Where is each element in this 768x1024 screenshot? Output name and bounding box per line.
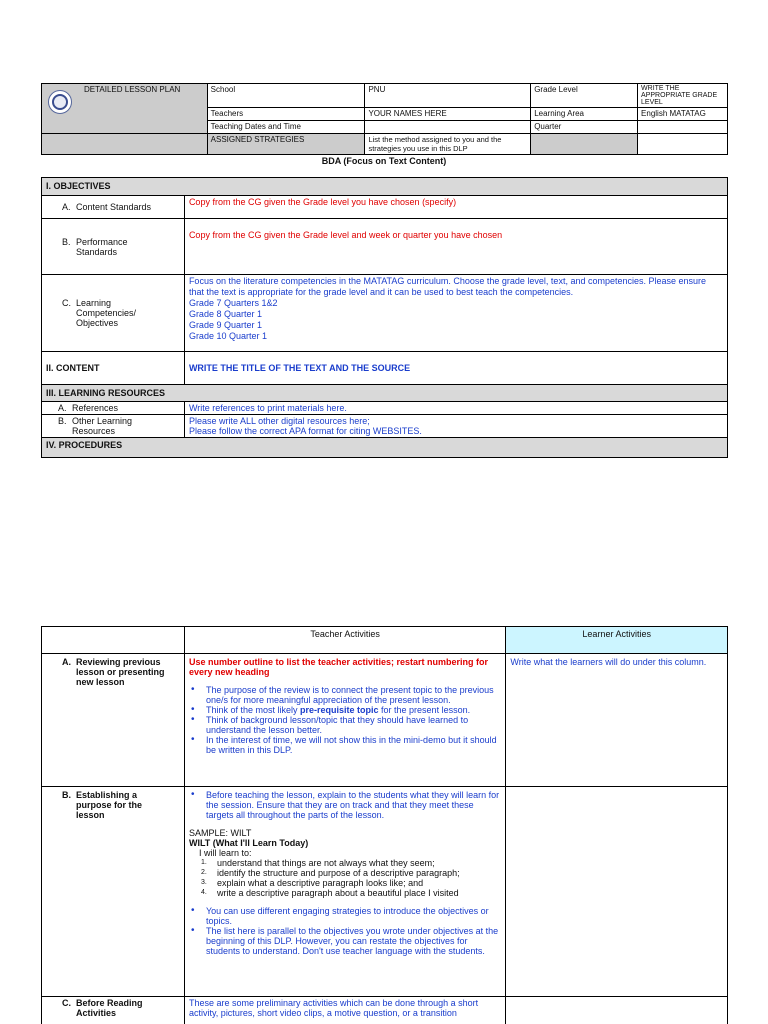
document-title: BDA (Focus on Text Content) [321, 156, 447, 166]
procedures-heading: IV. PROCEDURES [42, 438, 728, 458]
competencies-instruction: Focus on the literature competencies in the MATATAG curriculum. Choose the grade level, text, and competencies. Please ensure that the text is appropriate for the grade level and it can be used to best teach the competencies. [188, 276, 707, 297]
step-b-bullet: • Before teaching the lesson, explain to the students what they will learn for the session. Ensure that they are on track and that they meet these targets all throughout the parts of the lesson. [189, 790, 501, 820]
learner-activities-header: Learner Activities [506, 627, 728, 654]
dlp-cell [42, 84, 208, 134]
learning-competencies-text: Learning Competencies/ Objectives [76, 298, 137, 328]
step-a-bullet: • In the interest of time, we will not show this in the mini-demo but it should be written in this DLP. [189, 735, 501, 755]
step-a-bullet-2-tail: for the present lesson. [378, 705, 471, 715]
wilt-list [199, 858, 501, 898]
references-label [42, 402, 185, 415]
references-num: A. [58, 403, 67, 413]
learning-competencies-num: C. [62, 298, 71, 308]
content-standards-label [42, 196, 185, 219]
step-b-learner-cell[interactable] [506, 787, 728, 997]
step-c-learner-cell[interactable] [506, 997, 728, 1024]
step-a-label [42, 654, 185, 787]
step-b-label [42, 787, 185, 997]
strategies-blank-1 [531, 134, 638, 155]
step-b-bullets-bottom [189, 906, 501, 956]
lesson-plan-table [41, 177, 728, 458]
step-c-text: Before Reading Activities [76, 998, 143, 1018]
step-a-bullet [189, 705, 501, 715]
strategies-label: ASSIGNED STRATEGIES [207, 134, 365, 155]
performance-standards-num: B. [62, 236, 71, 247]
other-resources-text: Other Learning Resources [72, 416, 133, 436]
teachers-label: Teachers [207, 108, 365, 121]
step-a-bullet-2-head: Think of the most likely [205, 705, 301, 715]
grade-8-item: Grade 8 Quarter 1 [188, 309, 262, 319]
quarter-label: Quarter [531, 121, 638, 134]
learning-competencies-label [42, 275, 185, 352]
step-a-text: Reviewing previous lesson or presenting new lesson [76, 657, 165, 687]
wilt-item: 2. identify the structure and purpose of a descriptive paragraph; [200, 868, 460, 878]
strategies-blank-2 [638, 134, 728, 155]
quarter-value[interactable] [638, 121, 728, 134]
objectives-heading: I. OBJECTIVES [42, 178, 728, 196]
proc-corner-cell [42, 627, 185, 654]
header-table [41, 83, 728, 155]
step-a-teacher-cell[interactable] [184, 654, 505, 787]
wilt-item: 3. explain what a descriptive paragraph looks like; and [200, 878, 424, 888]
school-value[interactable]: PNU [365, 84, 531, 108]
step-c-label [42, 997, 185, 1024]
dlp-label: DETAILED LESSON PLAN [84, 85, 181, 94]
learning-area-value[interactable]: English MATATAG [638, 108, 728, 121]
wilt-item: 1. understand that things are not always what they seem; [200, 858, 435, 868]
procedures-table [41, 626, 728, 1024]
step-b-bullets-top [189, 790, 501, 820]
grade-10-item: Grade 10 Quarter 1 [188, 331, 267, 341]
content-standards-text: Content Standards [76, 202, 152, 212]
other-resources-label [42, 415, 185, 438]
strategies-value[interactable]: List the method assigned to you and the strategies you use in this DLP [365, 134, 531, 155]
step-a-learner-cell[interactable]: Write what the learners will do under this column. [506, 654, 728, 787]
other-resources-line-2: Please follow the correct APA format for citing WEBSITES. [188, 426, 422, 436]
step-a-bullet: • Think of background lesson/topic that they should have learned to understand the lesson better. [189, 715, 501, 735]
grade-9-item: Grade 9 Quarter 1 [188, 320, 262, 330]
step-b-bullet: • You can use different engaging strategies to introduce the objectives or topics. [189, 906, 501, 926]
learning-competencies-value[interactable] [184, 275, 727, 352]
teacher-activities-header: Teacher Activities [184, 627, 505, 654]
wilt-item: 4. write a descriptive paragraph about a beautiful place I visited [200, 888, 459, 898]
step-b-text: Establishing a purpose for the lesson [76, 790, 143, 820]
deped-seal-icon [48, 90, 72, 114]
dlp-blank-cell [42, 134, 208, 155]
step-a-bullet-2-bold: pre-requisite topic [300, 705, 379, 715]
references-text: References [72, 403, 119, 413]
content-value[interactable]: WRITE THE TITLE OF THE TEXT AND THE SOURCE [184, 352, 727, 385]
step-b-teacher-cell[interactable] [184, 787, 505, 997]
grade-level-label: Grade Level [531, 84, 638, 108]
performance-standards-text: Performance Standards [76, 236, 128, 257]
step-a-instruction: Use number outline to list the teacher activities; restart numbering for every new heading [188, 657, 489, 677]
step-b-num: B. [62, 790, 71, 800]
other-resources-line-1: Please write ALL other digital resources here; [188, 416, 370, 426]
content-standards-num: A. [62, 202, 71, 212]
references-value[interactable]: Write references to print materials here. [184, 402, 727, 415]
school-label: School [207, 84, 365, 108]
dates-label: Teaching Dates and Time [207, 121, 365, 134]
content-heading: II. CONTENT [42, 352, 185, 385]
resources-heading: III. LEARNING RESOURCES [42, 385, 728, 402]
learning-area-label: Learning Area [531, 108, 638, 121]
step-a-bullets [189, 685, 501, 755]
step-a-bullet: • The purpose of the review is to connect the present topic to the previous one/s for more meaningful appreciation of the present lesson. [189, 685, 501, 705]
grade-level-value[interactable]: WRITE THE APPROPRIATE GRADE LEVEL [638, 84, 728, 108]
will-learn-label: I will learn to: [198, 848, 252, 858]
dates-value[interactable] [365, 121, 531, 134]
grade-7-item: Grade 7 Quarters 1&2 [188, 298, 278, 308]
step-b-bullet: • The list here is parallel to the objectives you wrote under objectives at the beginning of this DLP. However, you can restate the objectives for students to understand. Don't use teacher language with the students. [189, 926, 501, 956]
teachers-value[interactable]: YOUR NAMES HERE [365, 108, 531, 121]
other-resources-value[interactable] [184, 415, 727, 438]
step-c-teacher-cell[interactable]: These are some preliminary activities which can be done through a short activity, pictures, short video clips, a motive question, or a transition [184, 997, 505, 1024]
other-resources-num: B. [58, 416, 67, 426]
content-standards-value[interactable]: Copy from the CG given the Grade level you have chosen (specify) [184, 196, 727, 219]
step-a-num: A. [62, 657, 71, 667]
wilt-title: WILT (What I'll Learn Today) [188, 838, 309, 848]
step-c-num: C. [62, 998, 71, 1008]
performance-standards-label [42, 219, 185, 275]
wilt-sample-label: SAMPLE: WILT [188, 828, 252, 838]
performance-standards-value[interactable]: Copy from the CG given the Grade level and week or quarter you have chosen [184, 219, 727, 275]
